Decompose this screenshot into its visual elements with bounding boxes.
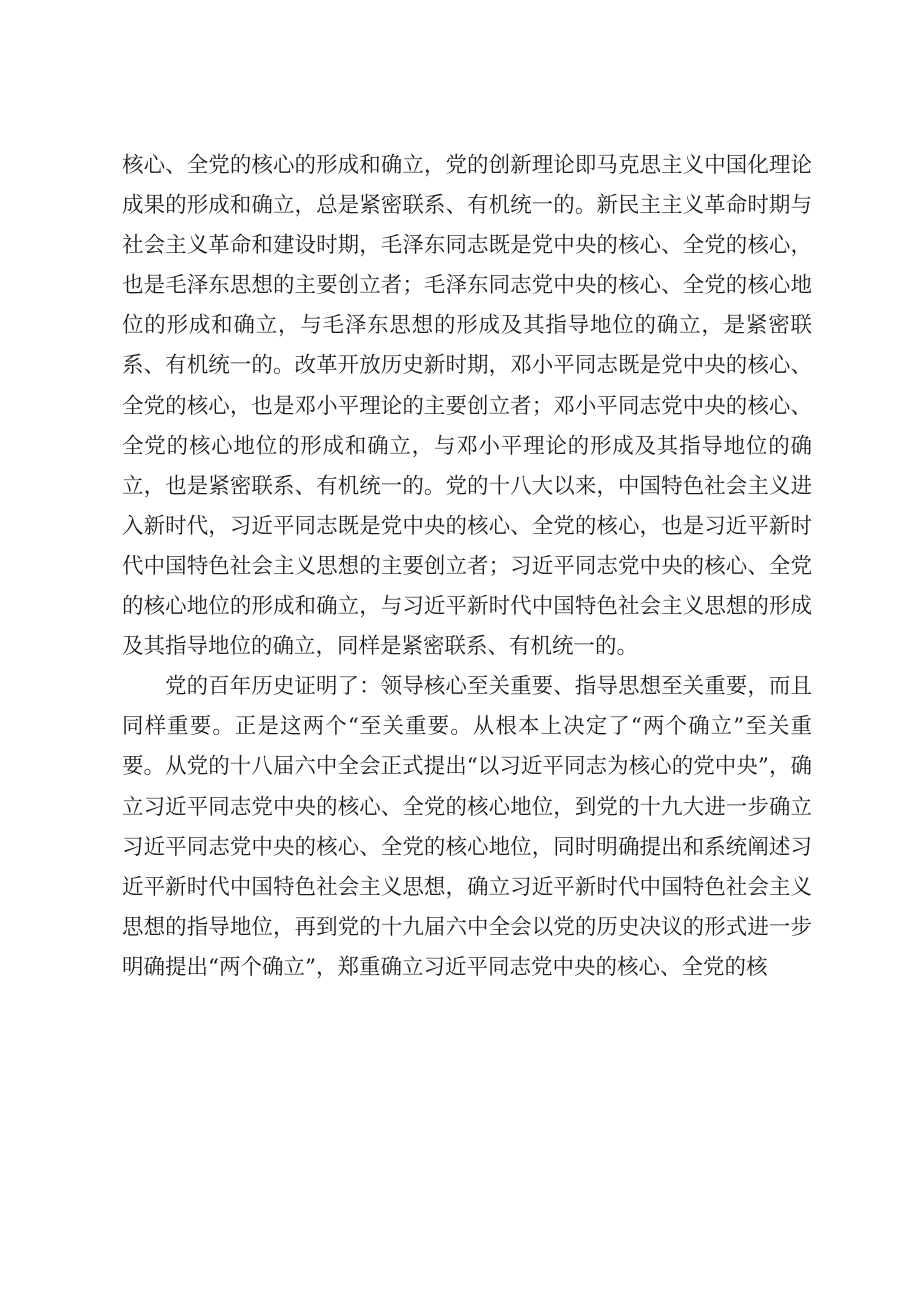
- paragraph-history-proof: 党的百年历史证明了：领导核心至关重要、指导思想至关重要，而且同样重要。正是这两个“至关重要。从根本上决定了“两个确立”至关重要。从党的十八届六中全会正式提出“以习近平同志为核心的党中央”，确立习近平同志党中央的核心、全党的核心地位，到党的十九大进一步确立习近平同志党中央的核心、全党的核心地位，同时明确提出和系统阐述习近平新时代中国特色社会主义思想，确立习近平新时代中国特色社会主义思想的指导地位，再到党的十九届六中全会以党的历史决议的形式进一步明确提出“两个确立”，郑重确立习近平同志党中央的核心、全党的核: [122, 674, 812, 980]
- paragraph-continuation: 核心、全党的核心的形成和确立，党的创新理论即马克思主义中国化理论成果的形成和确立，总是紧密联系、有机统一的。新民主主义革命时期与社会主义革命和建设时期，毛泽东同志既是党中央的核心、全党的核心，也是毛泽东思想的主要创立者；毛泽东同志党中央的核心、全党的核心地位的形成和确立，与毛泽东思想的形成及其指导地位的确立，是紧密联系、有机统一的。改革开放历史新时期，邓小平同志既是党中央的核心、全党的核心，也是邓小平理论的主要创立者；邓小平同志党中央的核心、全党的核心地位的形成和确立，与邓小平理论的形成及其指导地位的确立，也是紧密联系、有机统一的。党的十八大以来，中国特色社会主义进入新时代，习近平同志既是党中央的核心、全党的核心，也是习近平新时代中国特色社会主义思想的主要创立者；习近平同志党中央的核心、全党的核心地位的形成和确立，与习近平新时代中国特色社会主义思想的形成及其指导地位的确立，同样是紧密联系、有机统一的。: [122, 153, 812, 660]
- body-text: [122, 146, 812, 988]
